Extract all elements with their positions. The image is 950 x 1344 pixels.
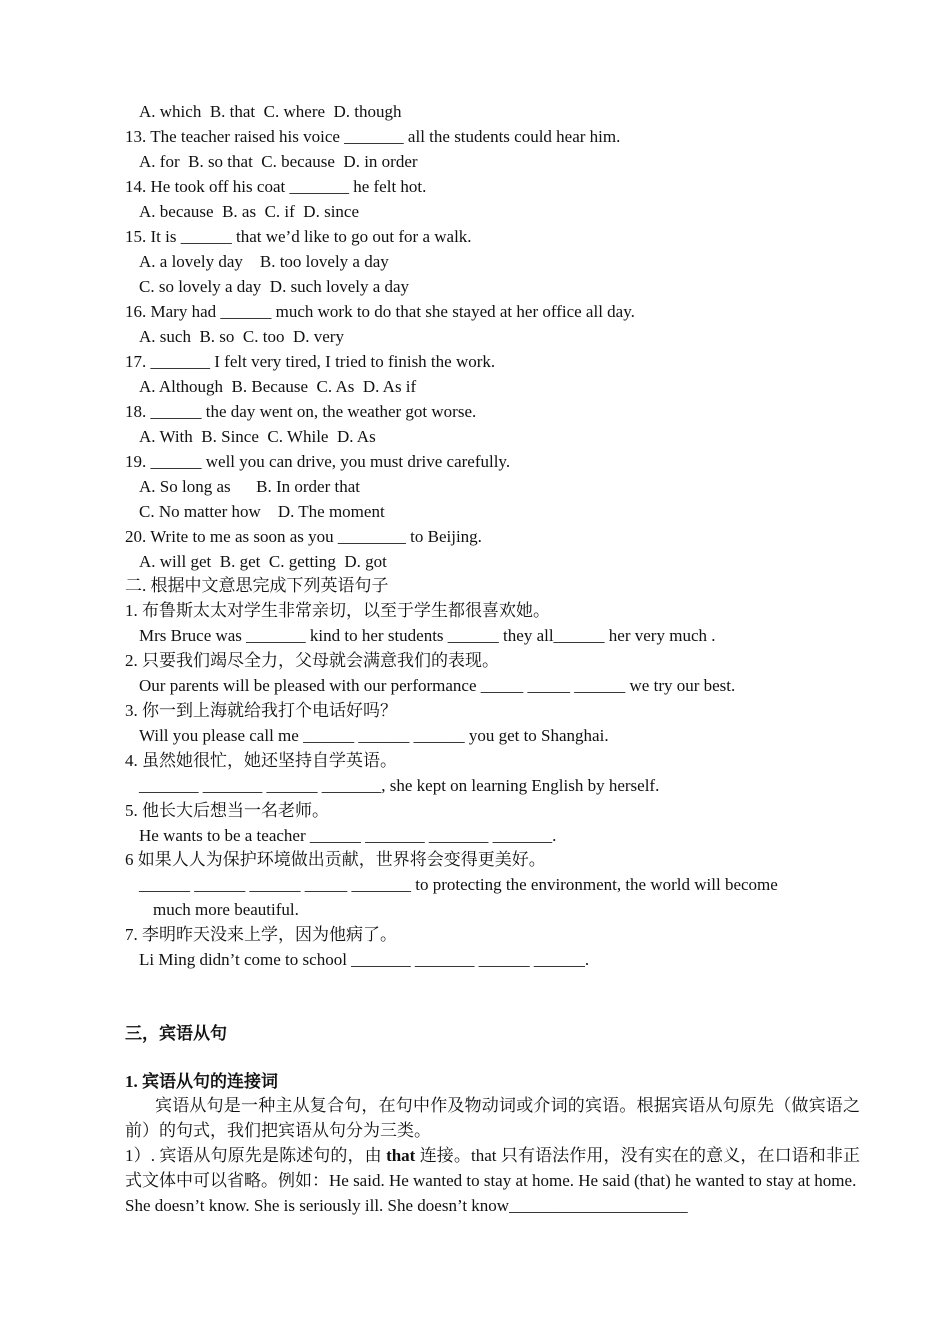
q14-question: 14. He took off his coat _______ he felt hot. [125,177,427,196]
s2-item5-chinese: 5. 他长大后想当一名老师。 [125,801,329,820]
s2-item2-english: Our parents will be pleased with our performance _____ _____ ______ we try our best. [139,676,736,695]
q16-options: A. such B. so C. too D. very [139,327,344,346]
s2-item3-english: Will you please call me ______ ______ ______ you get to Shanghai. [139,726,609,745]
s2-item6-english-1: ______ ______ ______ _____ _______ to protecting the environment, the world will become [139,875,778,894]
section3-subheading: 1. 宾语从句的连接词 [125,1072,278,1091]
q19-question: 19. ______ well you can drive, you must drive carefully. [125,452,511,471]
s2-item4-chinese: 4. 虽然她很忙，她还坚持自学英语。 [125,751,397,770]
section3-paragraph-1: 宾语从句是一种主从复合句，在句中作及物动词或介词的宾语。根据宾语从句原先（做宾语之前）的句式，我们把宾语从句分为三类。 [125,1096,860,1140]
section3-paragraph-3: She doesn’t know. She is seriously ill. She doesn’t know_____________________ [125,1196,688,1215]
para2-text-before: 1）. 宾语从句原先是陈述句的，由 [125,1146,387,1165]
s2-item4-english: _______ _______ ______ _______, she kept on learning English by herself. [139,776,660,795]
q17-question: 17. _______ I felt very tired, I tried to finish the work. [125,352,496,371]
section3-paragraph-2 [125,1143,860,1193]
q15-question: 15. It is ______ that we’d like to go out for a walk. [125,227,472,246]
q20-question: 20. Write to me as soon as you ________ to Beijing. [125,527,482,546]
q18-options: A. With B. Since C. While D. As [139,427,376,446]
s2-item7-english: Li Ming didn’t come to school _______ _______ ______ ______. [139,950,590,969]
q14-options: A. because B. as C. if D. since [139,202,360,221]
q20-options: A. will get B. get C. getting D. got [139,552,387,571]
s2-item1-chinese: 1. 布鲁斯太太对学生非常亲切，以至于学生都很喜欢她。 [125,601,550,620]
para2-text-after: 连接。that 只有语法作用，没有实在的意义，在口语和非正式文体中可以省略。例如：He said. He wanted to stay at home. He said (that) he wanted to stay at home. [125,1146,860,1190]
s2-item1-english: Mrs Bruce was _______ kind to her students ______ they all______ her very much . [139,626,716,645]
section3-body [125,1093,860,1218]
s2-item5-english: He wants to be a teacher ______ _______ _______ _______. [139,826,557,845]
q12-options: A. which B. that C. where D. though [139,102,402,121]
q15-options-2: C. so lovely a day D. such lovely a day [139,277,410,296]
s2-item7-chinese: 7. 李明昨天没来上学，因为他病了。 [125,925,397,944]
s2-item6-chinese: 6 如果人人为保护环境做出贡献，世界将会变得更美好。 [125,850,546,869]
q15-options-1: A. a lovely day B. too lovely a day [139,252,389,271]
q17-options: A. Although B. Because C. As D. As if [139,377,417,396]
section3-heading: 三，宾语从句 [125,1024,227,1043]
para2-bold-that: that [386,1146,416,1165]
q16-question: 16. Mary had ______ much work to do that she stayed at her office all day. [125,302,635,321]
q19-options-1: A. So long as B. In order that [139,477,360,496]
s2-item6-english-2: much more beautiful. [153,900,299,919]
q18-question: 18. ______ the day went on, the weather got worse. [125,402,477,421]
s2-item3-chinese: 3. 你一到上海就给我打个电话好吗？ [125,701,397,720]
section2-heading: 二. 根据中文意思完成下列英语句子 [125,576,389,595]
q19-options-2: C. No matter how D. The moment [139,502,385,521]
s2-item2-chinese: 2. 只要我们竭尽全力，父母就会满意我们的表现。 [125,651,499,670]
q13-question: 13. The teacher raised his voice _______ all the students could hear him. [125,127,621,146]
q13-options: A. for B. so that C. because D. in order [139,152,418,171]
